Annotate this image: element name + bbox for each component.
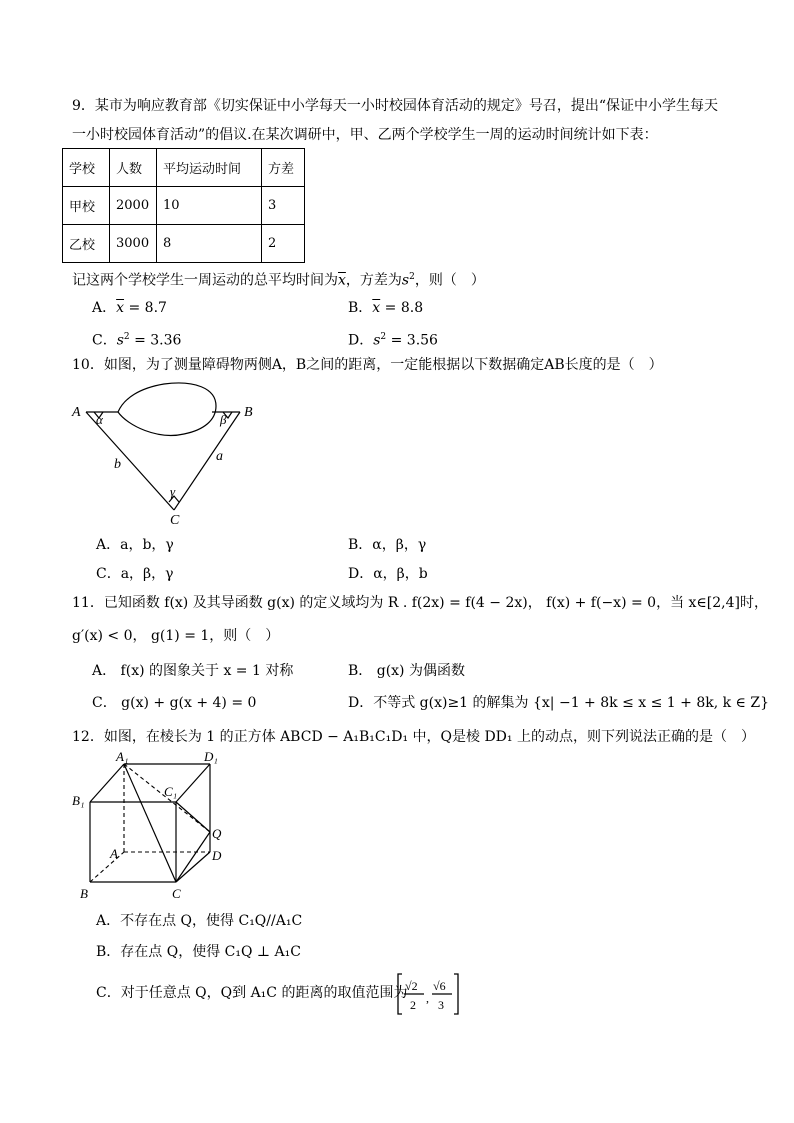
table-row [63, 187, 305, 225]
right-bracket [454, 974, 458, 1014]
obstacle-shape [118, 383, 216, 435]
label-A1: A₁ [116, 752, 129, 764]
label-b: b [114, 457, 121, 472]
table-cell: 乙校 [63, 225, 110, 263]
q9-option-a[interactable] [92, 299, 167, 317]
option-value: = 8.8 [380, 300, 424, 316]
q11-option-d[interactable]: D．不等式 g(x)≥1 的解集为 {x| −1 + 8k ≤ x ≤ 1 + 8k, k ∈ Z} [348, 695, 769, 711]
q9-stem-line1: 9．某市为响应教育部《切实保证中小学每天一小时校园体育活动的规定》号召，提出“保证中小学生每天 [72, 98, 719, 114]
q10-stem: 10．如图，为了测量障碍物两侧A，B之间的距离，一定能根据以下数据确定AB长度的是（ ） [72, 357, 663, 373]
frac1-den: 2 [410, 998, 416, 1012]
left-bracket [398, 974, 402, 1014]
frac1-num: √2 [405, 979, 418, 993]
q9-stem-line2: 一小时校园体育活动”的倡议.在某次调研中，甲、乙两个学校学生一周的运动时间统计如下表： [72, 127, 658, 143]
seg-c1q [176, 802, 210, 832]
label-D: D [212, 848, 222, 863]
option-label: C． [92, 332, 117, 349]
option-value: = 8.7 [124, 300, 167, 316]
q11-option-b[interactable]: B． g(x) 为偶函数 [348, 663, 465, 679]
label-B1: B₁ [72, 793, 85, 808]
edge-ba-hidden [90, 852, 124, 882]
q9-xbar: $\overline{x}$ [338, 272, 346, 289]
label-Q: Q [212, 826, 222, 841]
q9-s-sup: 2 [409, 272, 415, 282]
label-C: C [170, 513, 180, 528]
q9-after-table-text: ，方差为 [345, 272, 402, 289]
q10-option-b[interactable]: B．α，β，γ [348, 537, 427, 553]
label-A: A [110, 846, 118, 861]
table-cell: 甲校 [63, 187, 110, 225]
option-var: s [373, 332, 381, 349]
label-B: B [80, 886, 88, 901]
option-label: A． [92, 300, 117, 316]
table-cell: 10 [157, 187, 262, 225]
interval-comma: , [426, 991, 429, 1005]
table-header-cell: 方差 [262, 149, 305, 187]
label-B: B [244, 405, 253, 420]
option-value: = 3.56 [386, 332, 438, 349]
q9-after-table-text: 记这两个学校学生一周运动的总平均时间为 [72, 272, 338, 289]
diag-a1c [124, 764, 176, 882]
q11-option-c[interactable]: C． g(x) + g(x + 4) = 0 [92, 695, 257, 711]
frac2-den: 3 [438, 998, 444, 1012]
q12-interval [396, 972, 462, 1016]
table-cell: 2 [262, 225, 305, 263]
side-a [174, 412, 240, 510]
q12-option-b[interactable]: B．存在点 Q，使得 C₁Q ⊥ A₁C [96, 944, 301, 960]
label-C1: C₁ [164, 784, 178, 799]
q9-s: s [401, 272, 410, 289]
label-C: C [172, 886, 181, 901]
option-value: = 3.36 [129, 332, 182, 349]
q11-stem-line2: g′(x) < 0， g(1) = 1，则（ ） [72, 628, 280, 644]
option-var: s [116, 332, 124, 349]
option-label: D． [348, 332, 374, 349]
table-cell: 2000 [110, 187, 157, 225]
q12-option-a[interactable]: A．不存在点 Q，使得 C₁Q//A₁C [96, 913, 303, 929]
frac2-num: √6 [433, 979, 446, 993]
table-header-cell: 学校 [63, 149, 110, 187]
q10-option-d[interactable]: D．α，β，b [348, 566, 428, 582]
option-sup: 2 [380, 332, 387, 342]
label-a: a [216, 449, 223, 464]
table-header-cell: 平均运动时间 [157, 149, 262, 187]
table-cell: 8 [157, 225, 262, 263]
option-sup: 2 [123, 332, 130, 342]
table-header-row [63, 149, 305, 187]
table-header-cell: 人数 [110, 149, 157, 187]
q10-option-c[interactable]: C．a，β，γ [96, 566, 174, 582]
q11-stem-line1: 11．已知函数 f(x) 及其导函数 g(x) 的定义域均为 R . f(2x) = f(4 − 2x)， f(x) + f(−x) = 0，当 x∈[2,4]时， [72, 595, 768, 611]
label-D1: D₁ [204, 752, 218, 764]
table-cell: 3000 [110, 225, 157, 263]
option-var: $\overline{x}$ [372, 300, 381, 316]
option-c-text: C．对于任意点 Q，Q到 A₁C 的距离的取值范围为 [96, 985, 408, 1001]
edge-b1a1 [90, 764, 124, 802]
q11-option-a[interactable]: A． f(x) 的图象关于 x = 1 对称 [92, 663, 294, 679]
label-gamma: γ [170, 484, 176, 499]
q9-option-c[interactable] [92, 328, 181, 350]
q9-option-d[interactable] [348, 328, 438, 350]
q12-option-c[interactable] [96, 984, 407, 1002]
q10-triangle-figure [66, 378, 276, 530]
table-cell: 3 [262, 187, 305, 225]
option-var: $\overline{x}$ [116, 300, 125, 316]
q10-option-a[interactable]: A．a，b，γ [96, 537, 174, 553]
label-beta: β [220, 412, 227, 427]
q9-after-table-text: ，则（ ） [414, 272, 485, 289]
q12-cube-figure [66, 752, 236, 904]
q9-after-table [72, 268, 485, 290]
label-A: A [72, 405, 81, 420]
table-row [63, 225, 305, 263]
edge-c1d1 [176, 764, 210, 802]
q9-stats-table [62, 148, 305, 263]
label-alpha: α [96, 412, 103, 427]
q9-option-b[interactable] [348, 299, 423, 317]
q12-stem: 12．如图，在棱长为 1 的正方体 ABCD − A₁B₁C₁D₁ 中，Q是棱 DD₁ 上的动点，则下列说法正确的是（ ） [72, 729, 755, 745]
option-label: B． [348, 300, 373, 316]
